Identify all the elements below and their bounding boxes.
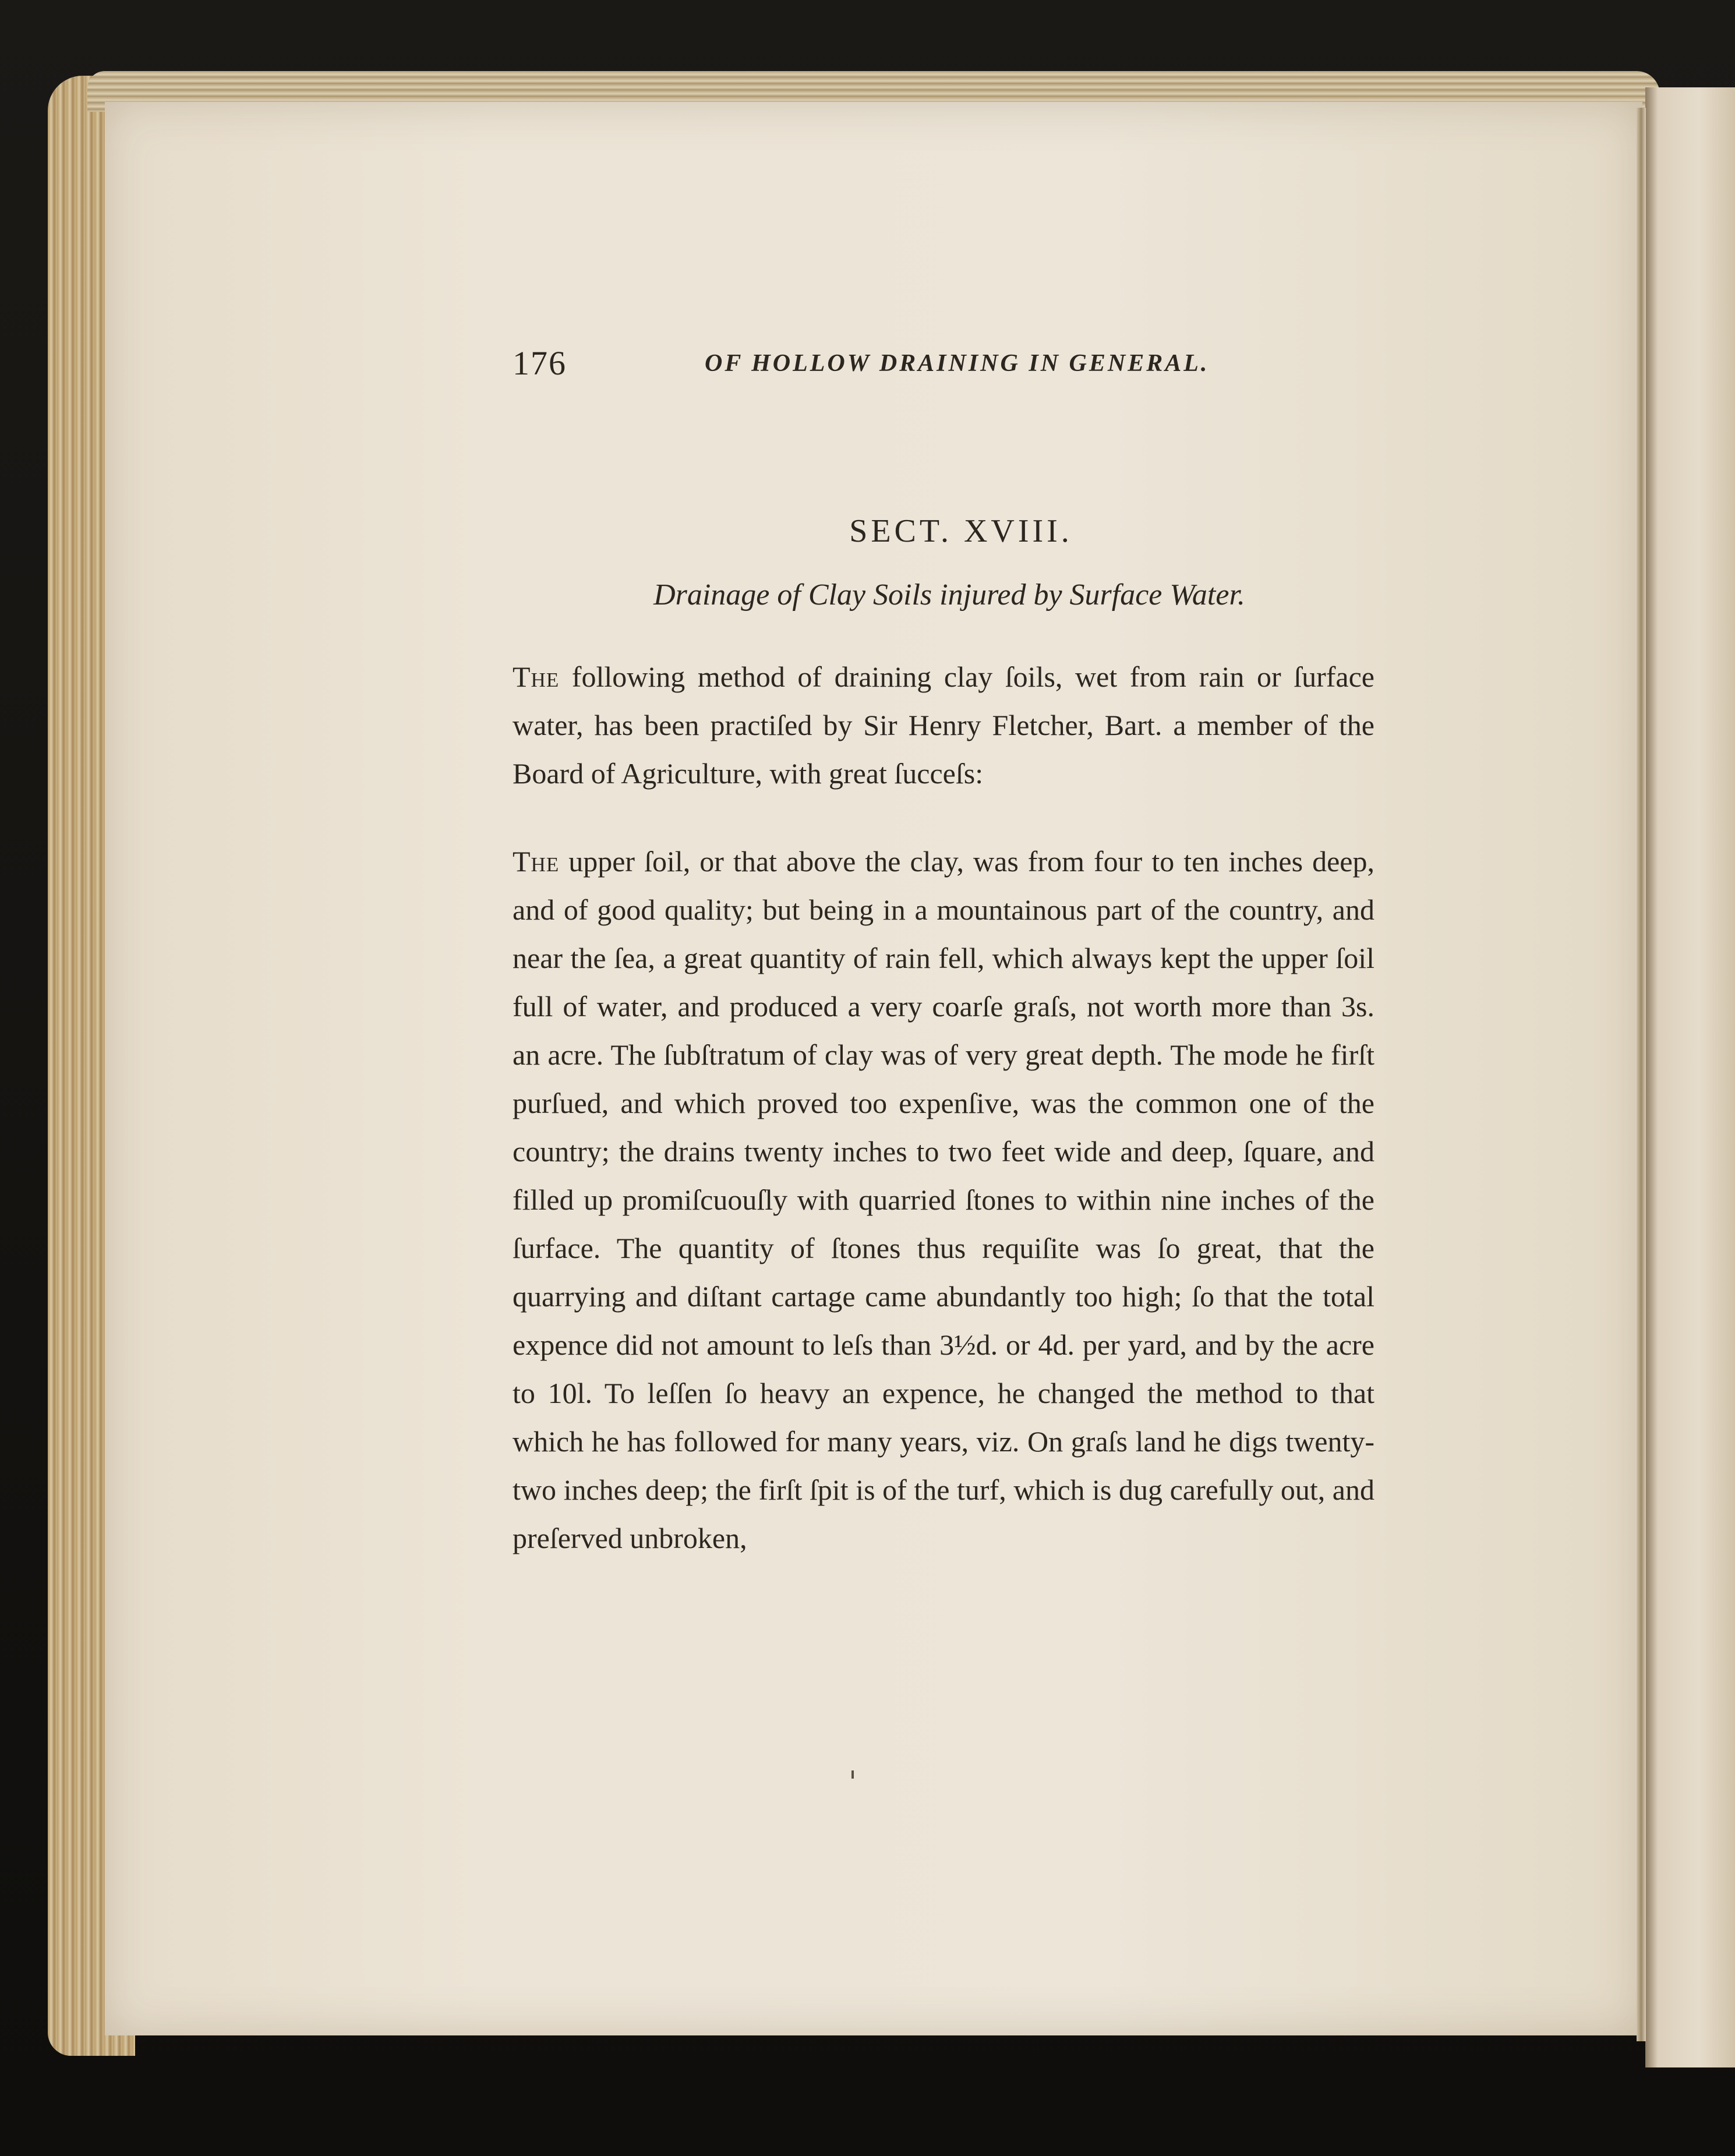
paragraph-lead: The [513, 660, 560, 693]
paragraph [513, 653, 1374, 798]
running-title: OF HOLLOW DRAINING IN GENERAL. [705, 350, 1210, 377]
page-number: 176 [513, 344, 567, 382]
paragraph [513, 837, 1374, 1563]
facing-page [1645, 87, 1735, 2067]
running-head [513, 326, 1374, 390]
paragraph-text: following method of draining clay ſoils, wet from rain or ſurface water, has been practiſed by Sir Henry Fletcher, Bart. a member of the Board of Agriculture, with great ſucceſs: [513, 660, 1374, 790]
gutter [1637, 108, 1646, 2041]
paragraph-lead: The [513, 845, 560, 878]
section-title: Drainage of Clay Soils injured by Surface Water. [653, 578, 1245, 612]
section-heading: SECT. XVIII. [849, 513, 1073, 549]
page-text [513, 326, 1374, 1563]
printers-mark [851, 1770, 854, 1779]
paragraph-text: upper ſoil, or that above the clay, was from four to ten inches deep, and of good quality; but being in a mountainous part of the country, and near the ſea, a great quantity of rain fell, which always kept the upper ſoil full of water, and produced a very coarſe graſs, not worth more than 3s. an acre. The ſubſtratum of clay was of very great depth. The mode he firſt purſued, and which proved too expenſive, was the common one of the country; the drains twenty inches to two feet wide and deep, ſquare, and filled up promiſcuouſly with quarried ſtones to within nine inches of the ſurface. The quantity of ſtones thus requiſite was ſo great, that the quarrying and diſtant cartage came abundantly too high; ſo that the total expence did not amount to leſs than 3½d. or 4d. per yard, and by the acre to 10l. To leſſen ſo heavy an expence, he changed the method to that which he has followed for many years, viz. On graſs land he digs twenty-two inches deep; the firſt ſpit is of the turf, which is dug carefully out, and preſerved unbroken, [513, 845, 1374, 1554]
